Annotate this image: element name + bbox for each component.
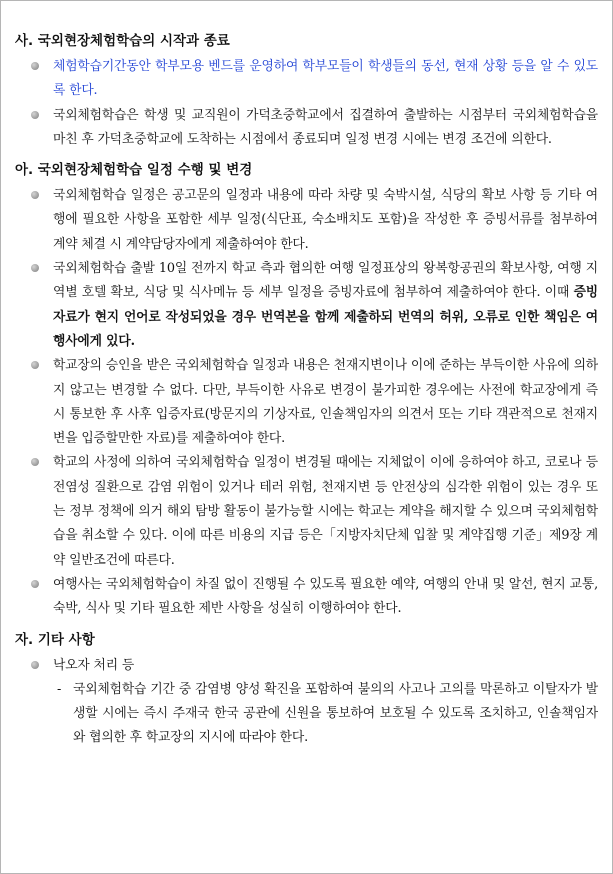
section-a-item-1-text: 국외체험학습 일정은 공고문의 일정과 내용에 따라 차량 및 숙박시설, 식당의 확보 사항 등 기타 여행에 필요한 사항을 포함한 세부 일정(식단표, 숙소배치도 포함)을 작성한 후 증빙서류를 첨부하여 계약 체결 시 계약담당자에게 제출하여야 한다. bbox=[53, 188, 598, 252]
section-ja-item-1 bbox=[15, 654, 602, 678]
section-sa-item-1-text: 체험학습기간동안 학부모용 벤드를 운영하여 학부모들이 학생들의 동선, 현재 상황 등을 알 수 있도록 한다. bbox=[53, 59, 598, 99]
section-a-item-3-text: 학교장의 승인을 받은 국외체험학습 일정과 내용은 천재지변이나 이에 준하는 부득이한 사유에 의하지 않고는 변경할 수 없다. 다만, 부득이한 사유로 변경이 불가피한 경우에는 사전에 학교장에게 즉시 통보한 후 사후 입증자료(방문지의 기상자료, 인솔책임자의 의견서 또는 기타 객관적으로 천재지변을 입증할만한 자료)를 제출하여야 한다. bbox=[53, 358, 598, 447]
section-sa-item-2-text: 국외체험학습은 학생 및 교직원이 가덕초중학교에서 집결하여 출발하는 시점부터 국외체험학습을 마친 후 가덕초중학교에 도착하는 시점에서 종료되며 일정 변경 시에는 변경 조건에 의한다. bbox=[53, 107, 598, 147]
section-a-heading: 아. 국외현장체험학습 일정 수행 및 변경 bbox=[15, 162, 253, 179]
bullet-icon bbox=[31, 111, 39, 119]
bullet-icon bbox=[31, 264, 39, 272]
section-ja-sub-item-1-text: 국외체험학습 기간 중 감염병 양성 확진을 포함하여 불의의 사고나 고의를 막론하고 이탈자가 발생할 시에는 즉시 주재국 한국 공관에 신원을 통보하여 보호될 수 있도록 조치하고, 인솔책임자와 협의한 후 학교장의 지시에 따라야 한다. bbox=[73, 681, 598, 746]
section-ja-sub-item-1 bbox=[15, 678, 602, 751]
bullet-icon bbox=[31, 458, 39, 466]
section-a-item-2-bold-text: 증빙자료가 현지 언어로 작성되었을 경우 번역본을 함께 제출하되 번역의 허위, 오류로 인한 책임은 여행사에게 있다. bbox=[53, 285, 598, 349]
section-sa-heading: 사. 국외현장체험학습의 시작과 종료 bbox=[15, 33, 230, 49]
section-sa-item-1 bbox=[15, 55, 602, 104]
bullet-icon bbox=[31, 580, 39, 588]
bullet-icon bbox=[31, 62, 39, 70]
section-a-item-3 bbox=[15, 354, 602, 451]
section-a-item-2-text: 국외체험학습 출발 10일 전까지 학교 측과 협의한 여행 일정표상의 왕복항공권의 확보사항, 여행 지역별 호텔 확보, 식당 및 식사메뉴 등 세부 일정을 증빙자료에 첨부하여 제출하여야 한다. 이때 bbox=[53, 261, 598, 301]
section-a-item-5-text: 여행사는 국외체험학습이 차질 없이 진행될 수 있도록 필요한 예약, 여행의 안내 및 알선, 현지 교통, 숙박, 식사 및 기타 필요한 제반 사항을 성실히 이행하여야 한다. bbox=[53, 576, 598, 617]
section-a-item-4-text: 학교의 사정에 의하여 국외체험학습 일정이 변경될 때에는 지체없이 이에 응하여야 하고, 코로나 등 전염성 질환으로 감염 위험이 있거나 테러 위험, 천재지변 등 안전상의 심각한 위험이 있는 경우 또는 정부 정책에 의거 해외 탐방 활동이 불가능할 시에는 학교는 계약을 해지할 수 있으며 국외체험학습을 취소할 수 있다. 이에 따른 비용의 지급 등은「지방자치단체 입찰 및 계약집행 기준」제9장 계약 일반조건에 따른다. bbox=[53, 455, 598, 568]
section-a-item-1 bbox=[15, 184, 602, 257]
section-a-item-4 bbox=[15, 451, 602, 572]
section-ja-heading: 자. 기타 사항 bbox=[15, 631, 95, 648]
dash-marker: - bbox=[57, 681, 62, 697]
bullet-icon bbox=[31, 661, 39, 669]
section-a-item-5 bbox=[15, 573, 602, 622]
section-a-item-2 bbox=[15, 257, 602, 354]
bullet-icon bbox=[31, 191, 39, 199]
section-sa-item-2 bbox=[15, 104, 602, 153]
section-ja-item-1-text: 낙오자 처리 등 bbox=[53, 657, 135, 673]
bullet-icon bbox=[31, 361, 39, 369]
